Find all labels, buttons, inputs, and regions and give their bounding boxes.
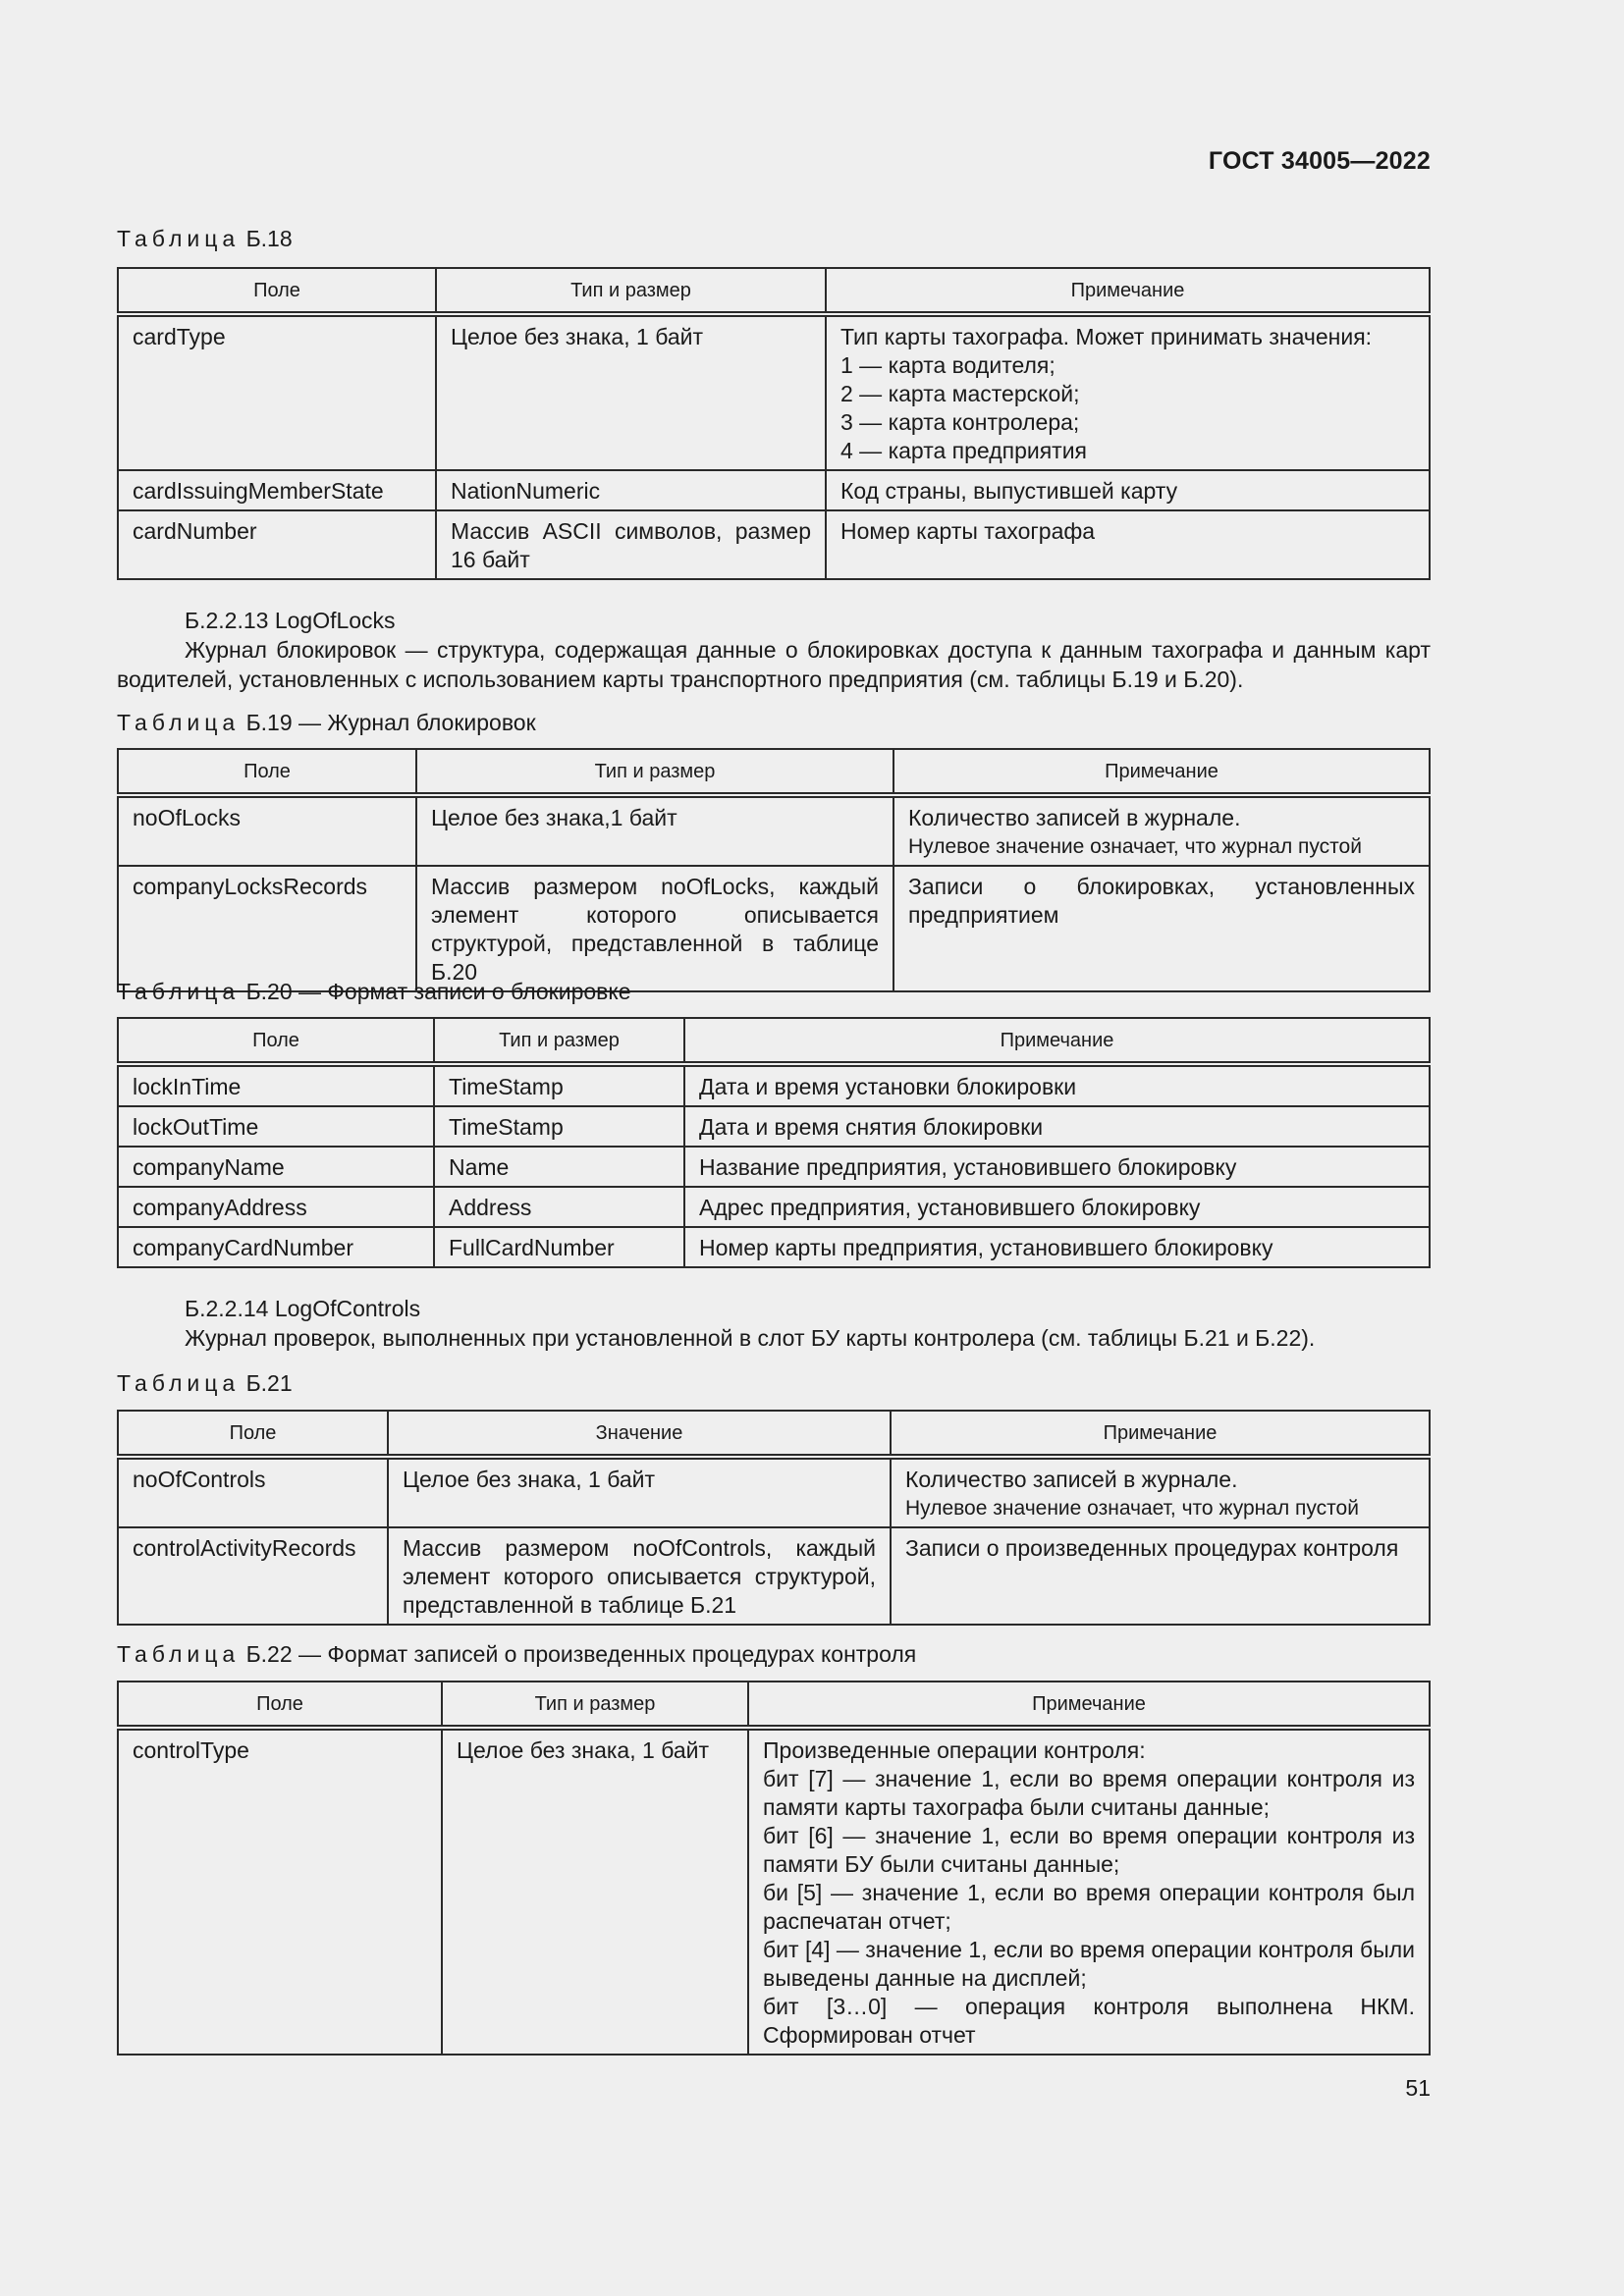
table-caption-title: Б.20 — Формат записи о блокировке — [245, 979, 631, 1004]
type-cell: Name — [434, 1147, 684, 1187]
section-text: Журнал блокировок — структура, содержащая данные о блокировках доступа к данным тахографа и данным карт водителей, установленных с использованием карты транспортного предприятия (см. таблицы Б.19 и Б.20). — [117, 637, 1431, 692]
type-cell: TimeStamp — [434, 1064, 684, 1106]
table-row — [118, 1187, 1430, 1227]
column-header: Поле — [118, 268, 436, 314]
value-cell: Целое без знака, 1 байт — [388, 1457, 891, 1527]
note-cell: Дата и время снятия блокировки — [684, 1106, 1430, 1147]
table-caption — [117, 979, 631, 1005]
note-line: 4 — карта предприятия — [840, 438, 1088, 463]
table-row — [118, 470, 1430, 510]
field-cell: companyName — [118, 1147, 434, 1187]
table-b20 — [117, 1017, 1431, 1268]
note-line: Тип карты тахографа. Может принимать значения: — [840, 324, 1373, 349]
column-header: Поле — [118, 1018, 434, 1064]
page-number: 51 — [1405, 2075, 1431, 2101]
table-header-row — [118, 1411, 1430, 1457]
table-caption-label: Таблица — [117, 979, 241, 1004]
section-heading: Б.2.2.13 LogOfLocks — [185, 608, 396, 633]
note-line: 1 — карта водителя; — [840, 352, 1056, 378]
table-row — [118, 1147, 1430, 1187]
note-cell: Дата и время установки блокировки — [684, 1064, 1430, 1106]
field-cell: companyCardNumber — [118, 1227, 434, 1267]
column-header: Примечание — [826, 268, 1430, 314]
field-cell: lockOutTime — [118, 1106, 434, 1147]
note-cell — [893, 795, 1430, 866]
table-row — [118, 314, 1430, 470]
table-b19 — [117, 748, 1431, 992]
type-cell: TimeStamp — [434, 1106, 684, 1147]
field-cell: cardType — [118, 314, 436, 470]
section-b2214 — [117, 1294, 1431, 1353]
table-header-row — [118, 749, 1430, 795]
table-b22 — [117, 1681, 1431, 2056]
table-caption-title: Б.18 — [245, 226, 293, 251]
note-cell — [748, 1728, 1430, 2055]
note-line: бит [4] — значение 1, если во время операции контроля были выведены данные на дисплей; — [763, 1937, 1416, 1991]
standard-header: ГОСТ 34005—2022 — [1208, 147, 1431, 175]
type-cell: NationNumeric — [436, 470, 826, 510]
section-heading: Б.2.2.14 LogOfControls — [185, 1296, 421, 1321]
table-header-row — [118, 268, 1430, 314]
field-cell: lockInTime — [118, 1064, 434, 1106]
table-row — [118, 1106, 1430, 1147]
field-cell: noOfLocks — [118, 795, 416, 866]
table-caption-title: Б.19 — Журнал блокировок — [245, 710, 536, 735]
note-line: 3 — карта контролера; — [840, 409, 1080, 435]
table-caption — [117, 1370, 293, 1397]
column-header: Примечание — [748, 1682, 1430, 1728]
column-header: Тип и размер — [416, 749, 893, 795]
value-cell: Массив размером noOfControls, каждый элемент которого описывается структурой, представленной в таблице Б.21 — [388, 1527, 891, 1625]
type-cell: Целое без знака, 1 байт — [436, 314, 826, 470]
table-caption-label: Таблица — [117, 1370, 241, 1396]
field-cell: noOfControls — [118, 1457, 388, 1527]
type-cell: Целое без знака, 1 байт — [442, 1728, 748, 2055]
note-cell — [826, 314, 1430, 470]
column-header: Примечание — [684, 1018, 1430, 1064]
field-cell: cardNumber — [118, 510, 436, 579]
field-cell: controlType — [118, 1728, 442, 2055]
note-cell: Адрес предприятия, установившего блокировку — [684, 1187, 1430, 1227]
table-caption-label: Таблица — [117, 710, 241, 735]
note-line: би [5] — значение 1, если во время операции контроля был распечатан отчет; — [763, 1880, 1415, 1934]
field-cell: companyLocksRecords — [118, 866, 416, 991]
table-b21 — [117, 1410, 1431, 1626]
column-header: Поле — [118, 1682, 442, 1728]
table-caption-label: Таблица — [117, 226, 241, 251]
note-line: 2 — карта мастерской; — [840, 381, 1080, 406]
note-line: Произведенные операции контроля: — [763, 1737, 1146, 1763]
field-cell: companyAddress — [118, 1187, 434, 1227]
note-line: Количество записей в журнале. — [905, 1467, 1238, 1492]
note-cell: Записи о блокировках, установленных предприятием — [893, 866, 1430, 991]
field-cell: controlActivityRecords — [118, 1527, 388, 1625]
column-header: Тип и размер — [434, 1018, 684, 1064]
column-header: Значение — [388, 1411, 891, 1457]
note-cell: Название предприятия, установившего блокировку — [684, 1147, 1430, 1187]
table-row — [118, 795, 1430, 866]
column-header: Поле — [118, 1411, 388, 1457]
table-caption-title: Б.22 — Формат записей о произведенных процедурах контроля — [245, 1641, 917, 1667]
note-line: бит [7] — значение 1, если во время операции контроля из памяти карты тахографа были считаны данные; — [763, 1766, 1415, 1820]
note-line: Нулевое значение означает, что журнал пустой — [908, 835, 1362, 858]
column-header: Тип и размер — [442, 1682, 748, 1728]
table-caption — [117, 710, 536, 736]
note-cell: Записи о произведенных процедурах контроля — [891, 1527, 1430, 1625]
note-cell — [891, 1457, 1430, 1527]
column-header: Примечание — [893, 749, 1430, 795]
note-line: Количество записей в журнале. — [908, 805, 1241, 830]
table-caption-label: Таблица — [117, 1641, 241, 1667]
note-cell: Номер карты тахографа — [826, 510, 1430, 579]
table-row — [118, 1728, 1430, 2055]
table-header-row — [118, 1682, 1430, 1728]
column-header: Поле — [118, 749, 416, 795]
type-cell: Address — [434, 1187, 684, 1227]
field-cell: cardIssuingMemberState — [118, 470, 436, 510]
table-row — [118, 510, 1430, 579]
table-row — [118, 1457, 1430, 1527]
table-caption — [117, 1641, 916, 1668]
table-caption-title: Б.21 — [245, 1370, 293, 1396]
section-text: Журнал проверок, выполненных при установленной в слот БУ карты контролера (см. таблицы Б.21 и Б.22). — [185, 1325, 1316, 1351]
table-row — [118, 1064, 1430, 1106]
table-row — [118, 1527, 1430, 1625]
table-row — [118, 1227, 1430, 1267]
table-header-row — [118, 1018, 1430, 1064]
table-row — [118, 866, 1430, 991]
column-header: Примечание — [891, 1411, 1430, 1457]
section-b2213 — [117, 606, 1431, 694]
column-header: Тип и размер — [436, 268, 826, 314]
table-b18 — [117, 267, 1431, 580]
table-caption — [117, 226, 293, 252]
note-cell: Номер карты предприятия, установившего блокировку — [684, 1227, 1430, 1267]
type-cell: Массив размером noOfLocks, каждый элемент которого описывается структурой, представленной в таблице Б.20 — [416, 866, 893, 991]
type-cell: Целое без знака,1 байт — [416, 795, 893, 866]
note-cell: Код страны, выпустившей карту — [826, 470, 1430, 510]
type-cell: FullCardNumber — [434, 1227, 684, 1267]
note-line: Нулевое значение означает, что журнал пустой — [905, 1497, 1359, 1520]
type-cell: Массив ASCII символов, размер 16 байт — [436, 510, 826, 579]
note-line: бит [3…0] — операция контроля выполнена НКМ. Сформирован отчет — [763, 1994, 1415, 2048]
note-line: бит [6] — значение 1, если во время операции контроля из памяти БУ были считаны данные; — [763, 1823, 1415, 1877]
